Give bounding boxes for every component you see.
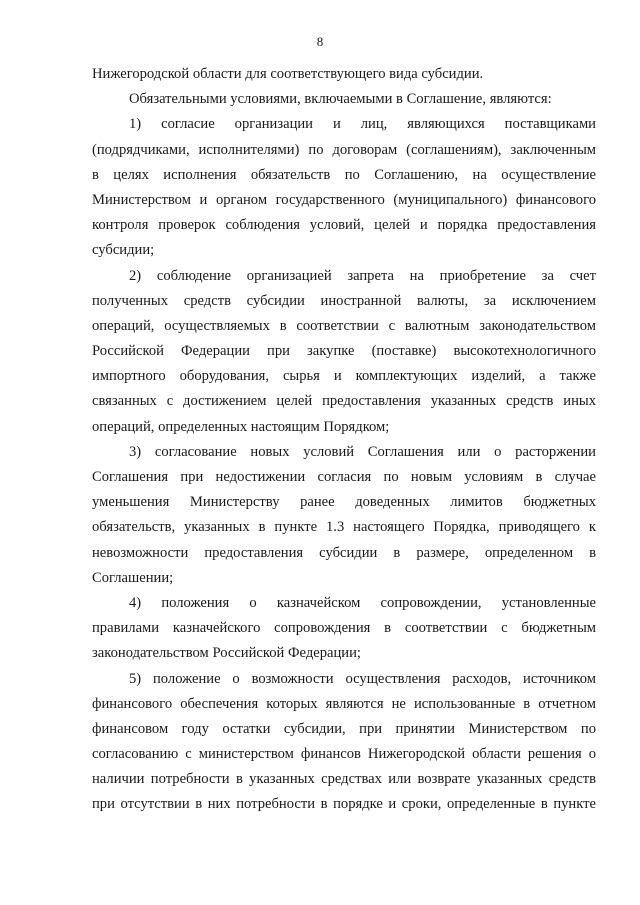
text-line: операций, определенных настоящим Порядком; xyxy=(92,418,390,435)
text-line: в целях исполнения обязательств по Соглашению, на осуществление xyxy=(92,166,596,183)
text-line: 4) положения о казначейском сопровождении, установленные xyxy=(129,594,596,611)
text-line: связанных с достижением целей предоставления указанных средств иных xyxy=(92,393,596,410)
document-body xyxy=(92,62,596,818)
text-line: субсидии; xyxy=(92,242,155,259)
text-line: Министерством и органом государственного (муниципального) финансового xyxy=(92,191,596,208)
text-line: полученных средств субсидии иностранной валюты, за исключением xyxy=(92,292,596,309)
text-line: 5) положение о возможности осуществления расходов, источником xyxy=(129,670,596,687)
text-line: контроля проверок соблюдения условий, целей и порядка предоставления xyxy=(92,217,596,234)
text-line: Российской Федерации при закупке (поставке) высокотехнологичного xyxy=(92,343,596,360)
text-line: наличии потребности в указанных средствах или возврате указанных средств xyxy=(92,771,596,788)
text-line: (подрядчиками, исполнителями) по договорам (соглашениям), заключенным xyxy=(92,141,596,158)
text-line: импортного оборудования, сырья и комплектующих изделий, а также xyxy=(92,368,596,385)
text-line: финансовом году остатки субсидии, при принятии Министерством по xyxy=(92,720,596,737)
text-line: уменьшения Министерству ранее доведенных лимитов бюджетных xyxy=(92,494,596,511)
text-line: правилами казначейского сопровождения в соответствии с бюджетным xyxy=(92,620,596,637)
text-line: невозможности предоставления субсидии в размере, определенном в xyxy=(92,544,596,561)
text-line: Нижегородской области для соответствующего вида субсидии. xyxy=(92,66,484,82)
text-line: операций, осуществляемых в соответствии с валютным законодательством xyxy=(92,317,596,334)
text-line: Соглашении; xyxy=(92,569,174,586)
text-line: законодательством Российской Федерации; xyxy=(92,645,361,662)
text-line: финансового обеспечения которых являются не использованные в отчетном xyxy=(92,695,596,712)
text-line: Обязательными условиями, включаемыми в Соглашение, являются: xyxy=(129,91,552,108)
text-line: 1) согласие организации и лиц, являющихся поставщиками xyxy=(129,116,596,133)
text-line: 3) согласование новых условий Соглашения или о расторжении xyxy=(129,443,596,460)
text-line: 2) соблюдение организацией запрета на приобретение за счет xyxy=(129,267,596,284)
text-line: согласованию с министерством финансов Нижегородской области решения о xyxy=(92,746,596,763)
text-line: при отсутствии в них потребности в порядке и сроки, определенные в пункте xyxy=(92,796,596,813)
text-line: обязательств, указанных в пункте 1.3 настоящего Порядка, приводящего к xyxy=(92,519,596,536)
page-number: 8 xyxy=(316,34,324,49)
text-line: Соглашения при недостижении согласия по новым условиям в случае xyxy=(92,469,596,485)
